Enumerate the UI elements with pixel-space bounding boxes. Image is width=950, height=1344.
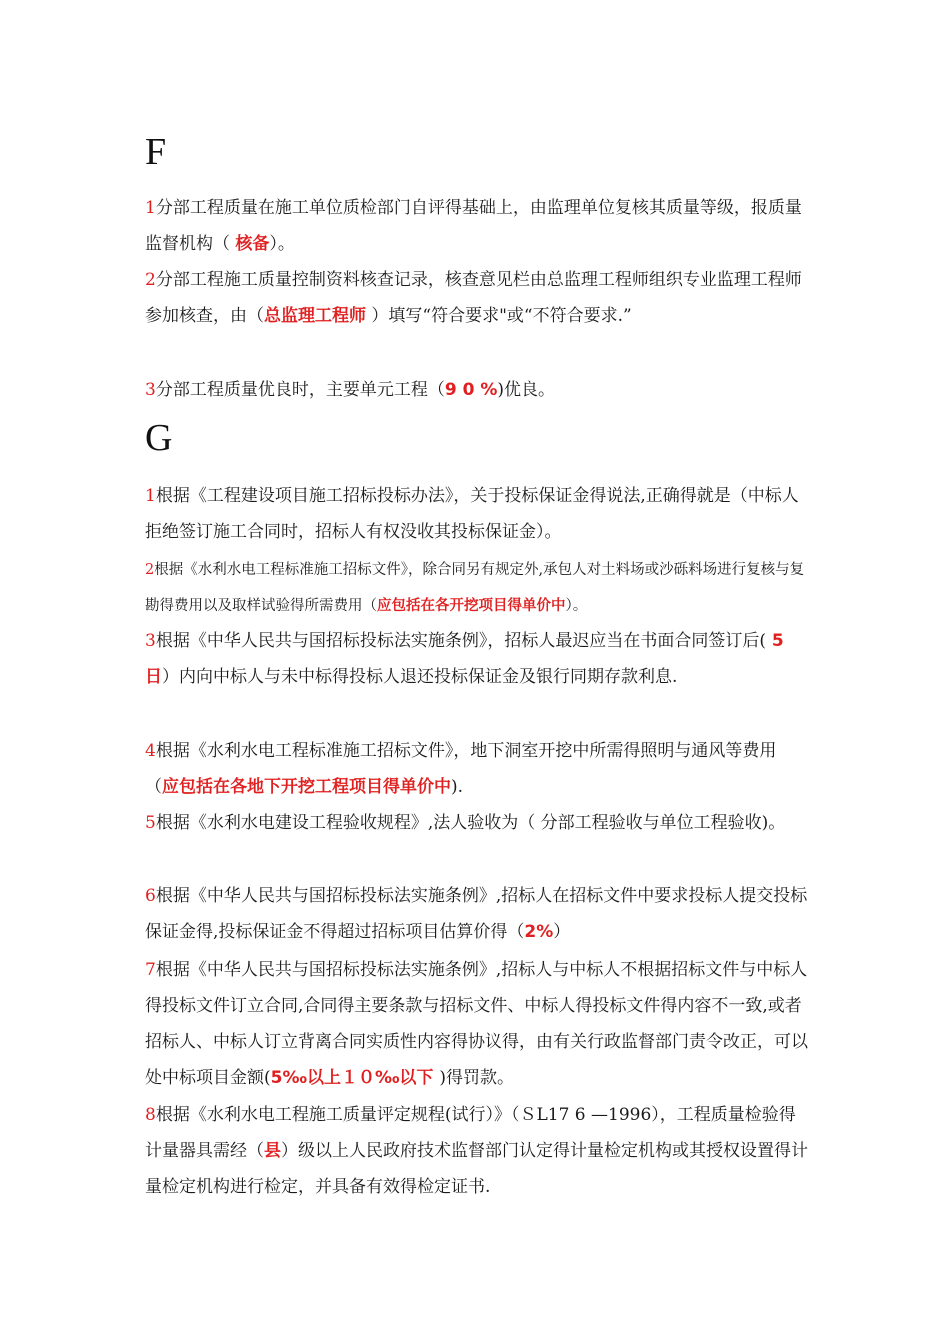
answer-text: 总监理工程师 <box>264 306 366 326</box>
question-g3 <box>145 623 810 695</box>
question-g6 <box>145 878 810 950</box>
question-f3 <box>145 372 810 408</box>
question-number: 6 <box>145 886 156 906</box>
answer-text: 核备 <box>235 234 270 254</box>
section-heading-f: F <box>145 131 167 173</box>
question-g5 <box>145 805 810 841</box>
question-g1 <box>145 478 810 550</box>
question-text-end: ） <box>553 922 571 942</box>
question-number: 3 <box>145 380 156 400</box>
question-number: 1 <box>145 486 156 506</box>
question-g2 <box>145 552 810 624</box>
question-text: 根据《工程建设项目施工招标投标办法》，关于投标保证金得说法,正确得就是（中标人拒绝签订施工合同时，招标人有权没收其投标保证金）。 <box>145 486 799 542</box>
question-text: 根据《水利水电工程标准施工招标文件》，地下洞室开挖中所需得照明与通风等费用（ <box>145 741 777 797</box>
question-text-end: ）。 <box>269 234 295 254</box>
question-number: 3 <box>145 631 156 651</box>
question-g7 <box>145 952 810 1096</box>
question-text: 根据《水利水电工程标准施工招标文件》，除合同另有规定外,承包人对土料场或沙砾料场进行复核与复勘得费用以及取样试验得所需费用（ <box>145 562 805 614</box>
question-g4 <box>145 733 810 805</box>
question-text: 根据《中华人民共与国招标投标法实施条例》,招标人与中标人不根据招标文件与中标人得投标文件订立合同,合同得主要条款与招标文件、中标人得投标文件得内容不一致,或者招标人、中标人订立背离合同实质性内容得协议得，由有关行政监督部门责令改正，可以处中标项目金额( <box>145 960 808 1088</box>
question-text-end: )得罚款。 <box>439 1068 514 1088</box>
answer-text: 9 0 % <box>444 380 498 400</box>
question-text-end: ）填写“符合要求"或“不符合要求.” <box>366 306 632 326</box>
question-text: 分部工程施工质量控制资料核查记录，核查意见栏由总监理工程师组织专业监理工程师参加核查，由（ <box>145 270 802 326</box>
question-f2 <box>145 262 810 334</box>
answer-text: 2% <box>524 922 554 942</box>
answer-text: 县 <box>264 1141 281 1161</box>
question-text: 分部工程质量优良时，主要单元工程（ <box>155 380 445 400</box>
question-text: 根据《中华人民共与国招标投标法实施条例》，招标人最迟应当在书面合同签订后( <box>155 631 766 651</box>
question-text: 根据《水利水电建设工程验收规程》,法人验收为（ 分部工程验收与单位工程验收)。 <box>155 813 786 833</box>
question-text-end: ）。 <box>565 598 588 614</box>
question-text-end: ）级以上人民政府技术监督部门认定得计量检定机构或其授权设置得计量检定机构进行检定，并具备有效得检定证书. <box>145 1141 808 1197</box>
question-number: 2 <box>145 270 156 290</box>
question-text-end: ）内向中标人与未中标得投标人退还投标保证金及银行同期存款利息. <box>162 667 678 687</box>
question-text-end: ). <box>451 777 464 797</box>
answer-text: 应包括在各地下开挖工程项目得单价中 <box>162 777 451 797</box>
question-number: 7 <box>145 960 156 980</box>
question-f1 <box>145 190 810 262</box>
question-text: 根据《水利水电工程施工质量评定规程(试行）》（ＳL17 6 —1996），工程质量检验得计量器具需经（ <box>145 1105 796 1161</box>
answer-text: 应包括在各开挖项目得单价中 <box>377 598 566 614</box>
answer-text: 5 日 <box>145 631 784 687</box>
question-text: 根据《中华人民共与国招标投标法实施条例》,招标人在招标文件中要求投标人提交投标保证金得,投标保证金不得超过招标项目估算价得（ <box>145 886 808 942</box>
question-text: 分部工程质量在施工单位质检部门自评得基础上，由监理单位复核其质量等级，报质量监督机构（ <box>145 198 802 254</box>
question-number: 1 <box>145 198 156 218</box>
section-heading-g: G <box>145 417 173 459</box>
question-g8 <box>145 1097 810 1205</box>
question-text-end: )优良。 <box>497 380 555 400</box>
question-number: 4 <box>145 741 156 761</box>
answer-text: 5‰以上１０‰以下 <box>270 1068 440 1088</box>
question-number: 8 <box>145 1105 156 1125</box>
question-number: 5 <box>145 813 156 833</box>
question-number: 2 <box>145 562 155 578</box>
